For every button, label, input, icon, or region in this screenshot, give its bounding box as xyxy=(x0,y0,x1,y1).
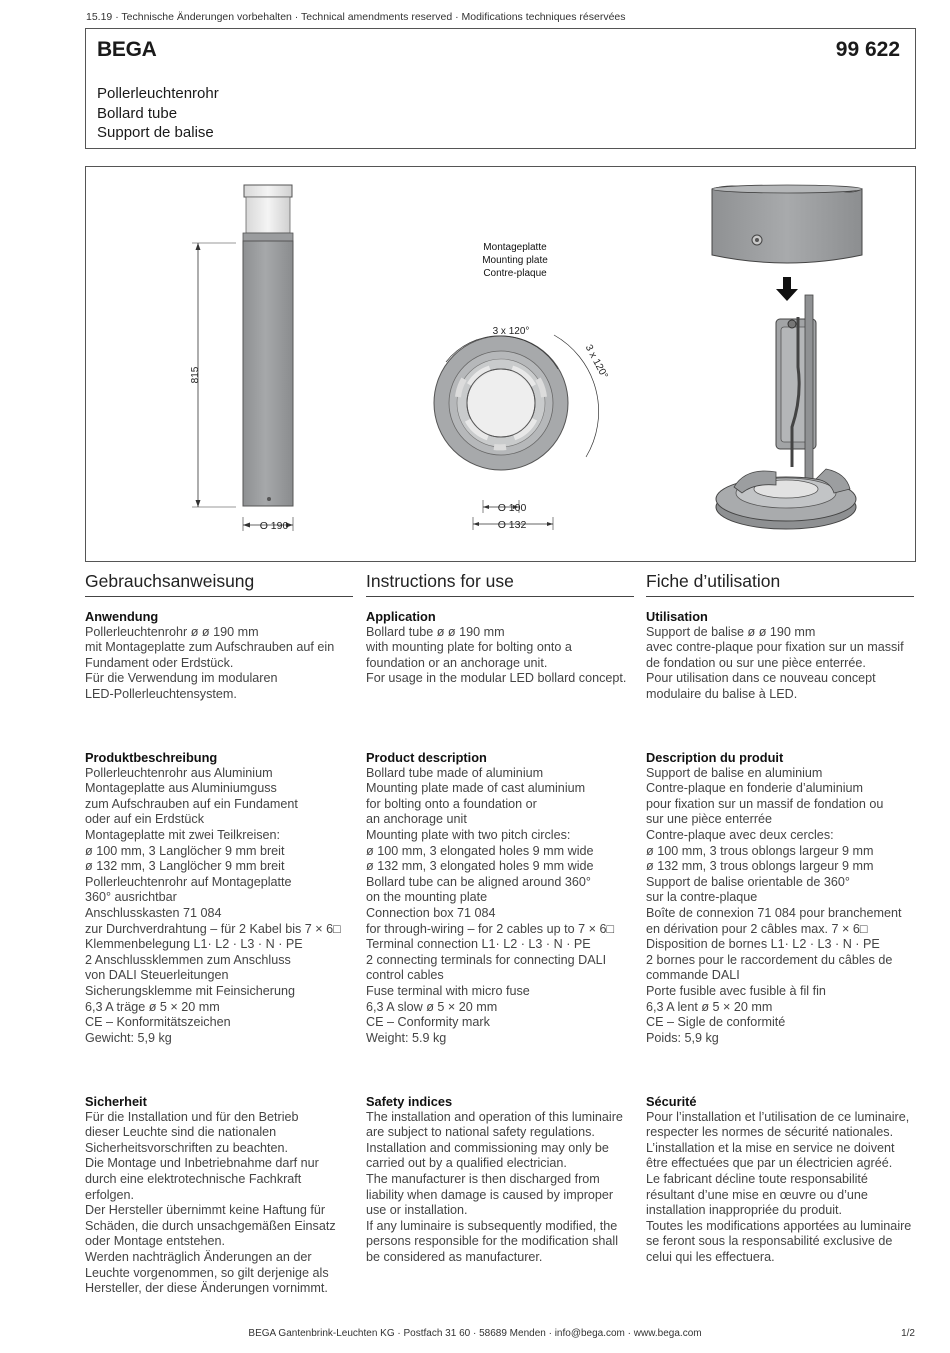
section-line: Anschlusskasten 71 084 xyxy=(85,905,222,920)
section-line: 2 Anschlussklemmen zum Anschluss xyxy=(85,952,291,967)
product-titles xyxy=(97,84,219,143)
section-line: Montageplatte mit zwei Teilkreisen: xyxy=(85,827,281,842)
section-title: Anwendung xyxy=(85,609,159,624)
section-line: pour fixation sur un massif de fondation ou xyxy=(646,796,884,811)
application-section-de xyxy=(85,609,375,703)
section-line: LED-Pollerleuchtensystem. xyxy=(85,686,237,701)
section-line: For usage in the modular LED bollard concept. xyxy=(366,671,627,686)
section-line: CE – Sigle de conformité xyxy=(646,1015,786,1030)
section-line: Bollard tube ø ø 190 mm xyxy=(366,624,505,639)
assembly-illustration xyxy=(712,185,862,529)
section-line: CE – Conformity mark xyxy=(366,1015,490,1030)
section-line: ø 100 mm, 3 Langlöcher 9 mm breit xyxy=(85,843,285,858)
section-line: Der Hersteller übernimmt keine Haftung für xyxy=(85,1203,326,1218)
section-line: 6,3 A slow ø 5 × 20 mm xyxy=(366,999,498,1014)
section-line: résultant d’une mise en œuvre ou d’une xyxy=(646,1187,868,1202)
section-line: on the mounting plate xyxy=(366,890,488,905)
inner-diameter-label: O 100 xyxy=(497,502,527,514)
technical-drawing-box xyxy=(85,166,916,562)
section-line: The installation and operation of this luminaire xyxy=(366,1109,623,1124)
section-line: Fuse terminal with micro fuse xyxy=(366,983,530,998)
section-line: Schäden, die durch unsachgemäßen Einsatz xyxy=(85,1218,336,1233)
mounting-plate-plan xyxy=(434,335,599,530)
section-line: ø 132 mm, 3 trous oblongs largeur 9 mm xyxy=(646,859,874,874)
application-section-en xyxy=(366,609,656,687)
section-title: Sécurité xyxy=(646,1094,697,1109)
plate-caption-de: Montageplatte xyxy=(483,242,547,253)
section-line: oder Montage entstehen. xyxy=(85,1234,226,1249)
column-french xyxy=(646,571,914,597)
section-line: If any luminaire is subsequently modified, the xyxy=(366,1218,618,1233)
section-line: be considered as manufacturer. xyxy=(366,1249,543,1264)
section-line: Support de balise orientable de 360° xyxy=(646,874,850,889)
height-dimension-label: 815 xyxy=(190,366,201,384)
section-line: 360° ausrichtbar xyxy=(85,890,177,905)
section-line: sur une pièce enterrée xyxy=(646,812,773,827)
section-line: Pollerleuchtenrohr auf Montageplatte xyxy=(85,874,292,889)
column-heading-en: Instructions for use xyxy=(366,571,634,597)
section-line: Pour utilisation dans ce nouveau concept xyxy=(646,671,876,686)
section-line: Sicherungsklemme mit Feinsicherung xyxy=(85,983,295,998)
angle-outer-label: 3 x 120° xyxy=(582,342,610,381)
section-title: Utilisation xyxy=(646,609,708,624)
section-line: erfolgen. xyxy=(85,1187,135,1202)
section-line: durch eine elektrotechnische Fachkraft xyxy=(85,1171,302,1186)
section-line: CE – Konformitätszeichen xyxy=(85,1015,231,1030)
section-line: avec contre-plaque pour fixation sur un massif xyxy=(646,640,904,655)
description-section-fr xyxy=(646,750,936,1046)
section-line: ø 100 mm, 3 trous oblongs largeur 9 mm xyxy=(646,843,874,858)
section-line: 6,3 A lent ø 5 × 20 mm xyxy=(646,999,773,1014)
section-line: The manufacturer is then discharged from xyxy=(366,1171,600,1186)
column-english xyxy=(366,571,634,597)
bollard-elevation xyxy=(192,185,293,531)
section-line: Support de balise ø ø 190 mm xyxy=(646,624,816,639)
description-section-de xyxy=(85,750,375,1046)
section-line: von DALI Steuerleitungen xyxy=(85,968,229,983)
section-line: Für die Verwendung im modularen xyxy=(85,671,278,686)
section-line: Installation and commissioning may only be xyxy=(366,1140,609,1155)
section-line: are subject to national safety regulations. xyxy=(366,1125,595,1140)
section-line: Support de balise en aluminium xyxy=(646,765,823,780)
section-line: 2 bornes pour le raccordement du câbles de xyxy=(646,952,893,967)
section-line: Fundament oder Erdstück. xyxy=(85,655,234,670)
section-line: oder auf ein Erdstück xyxy=(85,812,205,827)
section-line: Contre-plaque avec deux cercles: xyxy=(646,827,834,842)
section-line: commande DALI xyxy=(646,968,740,983)
title-fr: Support de balise xyxy=(97,124,214,141)
section-line: Klemmenbelegung L1· L2 · L3 · N · PE xyxy=(85,937,303,952)
section-line: for bolting onto a foundation or xyxy=(366,796,537,811)
section-line: Mounting plate with two pitch circles: xyxy=(366,827,571,842)
section-line: Weight: 5.9 kg xyxy=(366,1030,447,1045)
safety-section-de xyxy=(85,1094,375,1297)
article-number: 99 622 xyxy=(835,38,900,61)
application-section-fr xyxy=(646,609,936,703)
column-german xyxy=(85,571,353,597)
section-line: se feront sous la responsabilité exclusive de xyxy=(646,1234,893,1249)
section-line: Werden nachträglich Änderungen an der xyxy=(85,1249,312,1264)
section-line: Pollerleuchtenrohr aus Aluminium xyxy=(85,765,273,780)
section-line: Boîte de connexion 71 084 pour branchement xyxy=(646,905,902,920)
plate-caption-fr: Contre-plaque xyxy=(483,268,547,279)
section-line: ø 132 mm, 3 Langlöcher 9 mm breit xyxy=(85,859,285,874)
page-number: 1/2 xyxy=(901,1328,915,1339)
technical-drawing xyxy=(86,167,917,563)
section-line: Für die Installation und für den Betrieb xyxy=(85,1109,299,1124)
section-line: Bollard tube made of aluminium xyxy=(366,765,544,780)
section-line: Leuchte vorgenommen, so gilt derjenige als xyxy=(85,1265,329,1280)
section-title: Application xyxy=(366,609,436,624)
section-line: with mounting plate for bolting onto a xyxy=(366,640,572,655)
plate-caption-en: Mounting plate xyxy=(482,255,548,266)
section-line: Connection box 71 084 xyxy=(366,905,496,920)
section-title: Safety indices xyxy=(366,1094,453,1109)
section-line: for through-wiring – for 2 cables up to 7 × 6□ xyxy=(366,921,615,936)
section-line: dieser Leuchte sind die nationalen xyxy=(85,1125,277,1140)
section-line: Disposition de bornes L1· L2 · L3 · N · PE xyxy=(646,937,880,952)
section-line: Mounting plate made of cast aluminium xyxy=(366,781,586,796)
section-line: Die Montage und Inbetriebnahme darf nur xyxy=(85,1156,319,1171)
section-line: celui qui les effectuera. xyxy=(646,1249,775,1264)
section-line: Le fabricant décline toute responsabilité xyxy=(646,1171,868,1186)
section-line: Gewicht: 5,9 kg xyxy=(85,1030,172,1045)
section-line: zum Aufschrauben auf ein Fundament xyxy=(85,796,298,811)
section-title: Description du produit xyxy=(646,750,784,765)
section-line: foundation or an anchorage unit. xyxy=(366,655,548,670)
tube-diameter-label: O 190 xyxy=(259,520,289,532)
brand-logo: BEGA xyxy=(97,38,157,61)
safety-section-fr xyxy=(646,1094,936,1266)
description-section-en xyxy=(366,750,656,1046)
section-line: Poids: 5,9 kg xyxy=(646,1030,719,1045)
section-line: ø 132 mm, 3 elongated holes 9 mm wide xyxy=(366,859,594,874)
section-line: carried out by a qualified electrician. xyxy=(366,1156,567,1171)
section-line: 6,3 A träge ø 5 × 20 mm xyxy=(85,999,220,1014)
section-line: use or installation. xyxy=(366,1203,468,1218)
section-line: Toutes les modifications apportées au luminaire xyxy=(646,1218,912,1233)
safety-section-en xyxy=(366,1094,656,1266)
section-line: être effectuées que par un électricien agréé. xyxy=(646,1156,893,1171)
title-en: Bollard tube xyxy=(97,104,178,122)
section-line: Montageplatte aus Aluminiumguss xyxy=(85,781,277,796)
section-line: Sicherheitsvorschriften zu beachten. xyxy=(85,1140,289,1155)
section-line: Contre-plaque en fonderie d’aluminium xyxy=(646,781,864,796)
section-title: Product description xyxy=(366,750,487,765)
header-box xyxy=(85,28,916,149)
section-line: Hersteller, der diese Änderungen vornimmt. xyxy=(85,1281,328,1296)
section-line: L’installation et la mise en service ne doivent xyxy=(646,1140,895,1155)
section-line: mit Montageplatte zum Aufschrauben auf ein xyxy=(85,640,335,655)
section-line: ø 100 mm, 3 elongated holes 9 mm wide xyxy=(366,843,594,858)
amendments-notice: 15.19 · Technische Änderungen vorbehalten · Technical amendments reserved · Modifications techniques réservées xyxy=(86,11,626,23)
section-line: Bollard tube can be aligned around 360° xyxy=(366,874,591,889)
section-line: persons responsible for the modification shall xyxy=(366,1234,619,1249)
footer-address: BEGA Gantenbrink-Leuchten KG · Postfach 31 60 · 58689 Menden · info@bega.com · www.bega.com xyxy=(248,1328,702,1339)
column-heading-fr: Fiche d’utilisation xyxy=(646,571,914,597)
outer-diameter-label: O 132 xyxy=(497,519,527,531)
section-line: control cables xyxy=(366,968,444,983)
section-line: Porte fusible avec fusible à fil fin xyxy=(646,983,826,998)
angle-inner-label: 3 x 120° xyxy=(492,326,530,337)
section-line: sur la contre-plaque xyxy=(646,890,758,905)
section-title: Sicherheit xyxy=(85,1094,147,1109)
column-heading-de: Gebrauchsanweisung xyxy=(85,571,353,597)
section-line: en dérivation pour 2 câbles max. 7 × 6□ xyxy=(646,921,868,936)
section-line: installation inappropriée du produit. xyxy=(646,1203,843,1218)
title-de: Pollerleuchtenrohr xyxy=(97,85,219,102)
section-line: 2 connecting terminals for connecting DALI xyxy=(366,952,607,967)
section-line: liability when damage is caused by improper xyxy=(366,1187,614,1202)
section-line: Terminal connection L1· L2 · L3 · N · PE xyxy=(366,937,591,952)
section-line: Pour l’installation et l’utilisation de ce luminaire, xyxy=(646,1109,910,1124)
section-line: respecter les normes de sécurité nationales. xyxy=(646,1125,894,1140)
section-title: Produktbeschreibung xyxy=(85,750,218,765)
section-line: an anchorage unit xyxy=(366,812,467,827)
section-line: de fondation ou sur une pièce enterrée. xyxy=(646,655,866,670)
section-line: Pollerleuchtenrohr ø ø 190 mm xyxy=(85,624,259,639)
section-line: modulaire du balise à LED. xyxy=(646,686,798,701)
section-line: zur Durchverdrahtung – für 2 Kabel bis 7 × 6□ xyxy=(85,921,341,936)
